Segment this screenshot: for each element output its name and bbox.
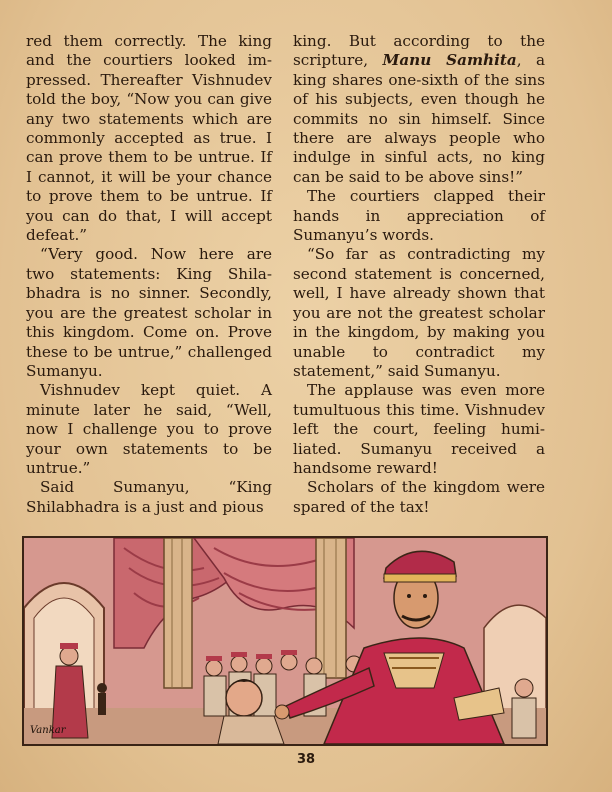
paragraph-text: king. But according to the scripture, — [293, 32, 545, 70]
text-column-left — [26, 32, 272, 517]
paragraph: “So far as contradicting my second statement is concerned, well, I have already shown that you are not the greatest scholar in the kingdom, by making you unable to contradict my statement,” said Sumanyu. — [293, 245, 545, 380]
scripture-title: Manu Samhita — [382, 51, 517, 70]
page-number: 38 — [296, 752, 316, 767]
text-column-right — [293, 32, 545, 517]
paragraph: “Very good. Now here are two statements: King Shilabhadra is no sinner. Secondly, you are the greatest scholar in this kingdom. Come on. Prove these to be untrue,” challenged Sumanyu. — [26, 245, 272, 380]
paragraph: Said Sumanyu, “King Shilabhadra is a just and pious — [26, 478, 272, 516]
paragraph: Scholars of the kingdom were spared of the tax! — [293, 478, 545, 516]
court-illustration — [22, 536, 548, 746]
paragraph: The applause was even more tumultuous this time. Vishnudev left the court, feeling humiliated. Sumanyu received a handsome reward! — [293, 381, 545, 477]
paragraph — [293, 32, 545, 187]
paragraph-text: , a king shares one-sixth of the sins of his subjects, even though he commits no sin himself. Since there are always people who indulge in sinful acts, no king can be said to be above sins!” — [293, 51, 546, 186]
paragraph: The courtiers clapped their hands in appreciation of Sumanyu’s words. — [293, 187, 545, 245]
paragraph: red them correctly. The king and the courtiers looked impressed. Thereafter Vishnudev told the boy, “Now you can give any two statements which are commonly accepted as true. I can prove them to be untrue. If I cannot, it will be your chance to prove them to be untrue. If you can do that, I will accept defeat.” — [26, 32, 272, 245]
court-scene-drawing — [24, 538, 546, 744]
artist-signature: Vankar — [30, 725, 66, 736]
paragraph: Vishnudev kept quiet. A minute later he said, “Well, now I challenge you to prove your own statements to be untrue.” — [26, 381, 272, 477]
